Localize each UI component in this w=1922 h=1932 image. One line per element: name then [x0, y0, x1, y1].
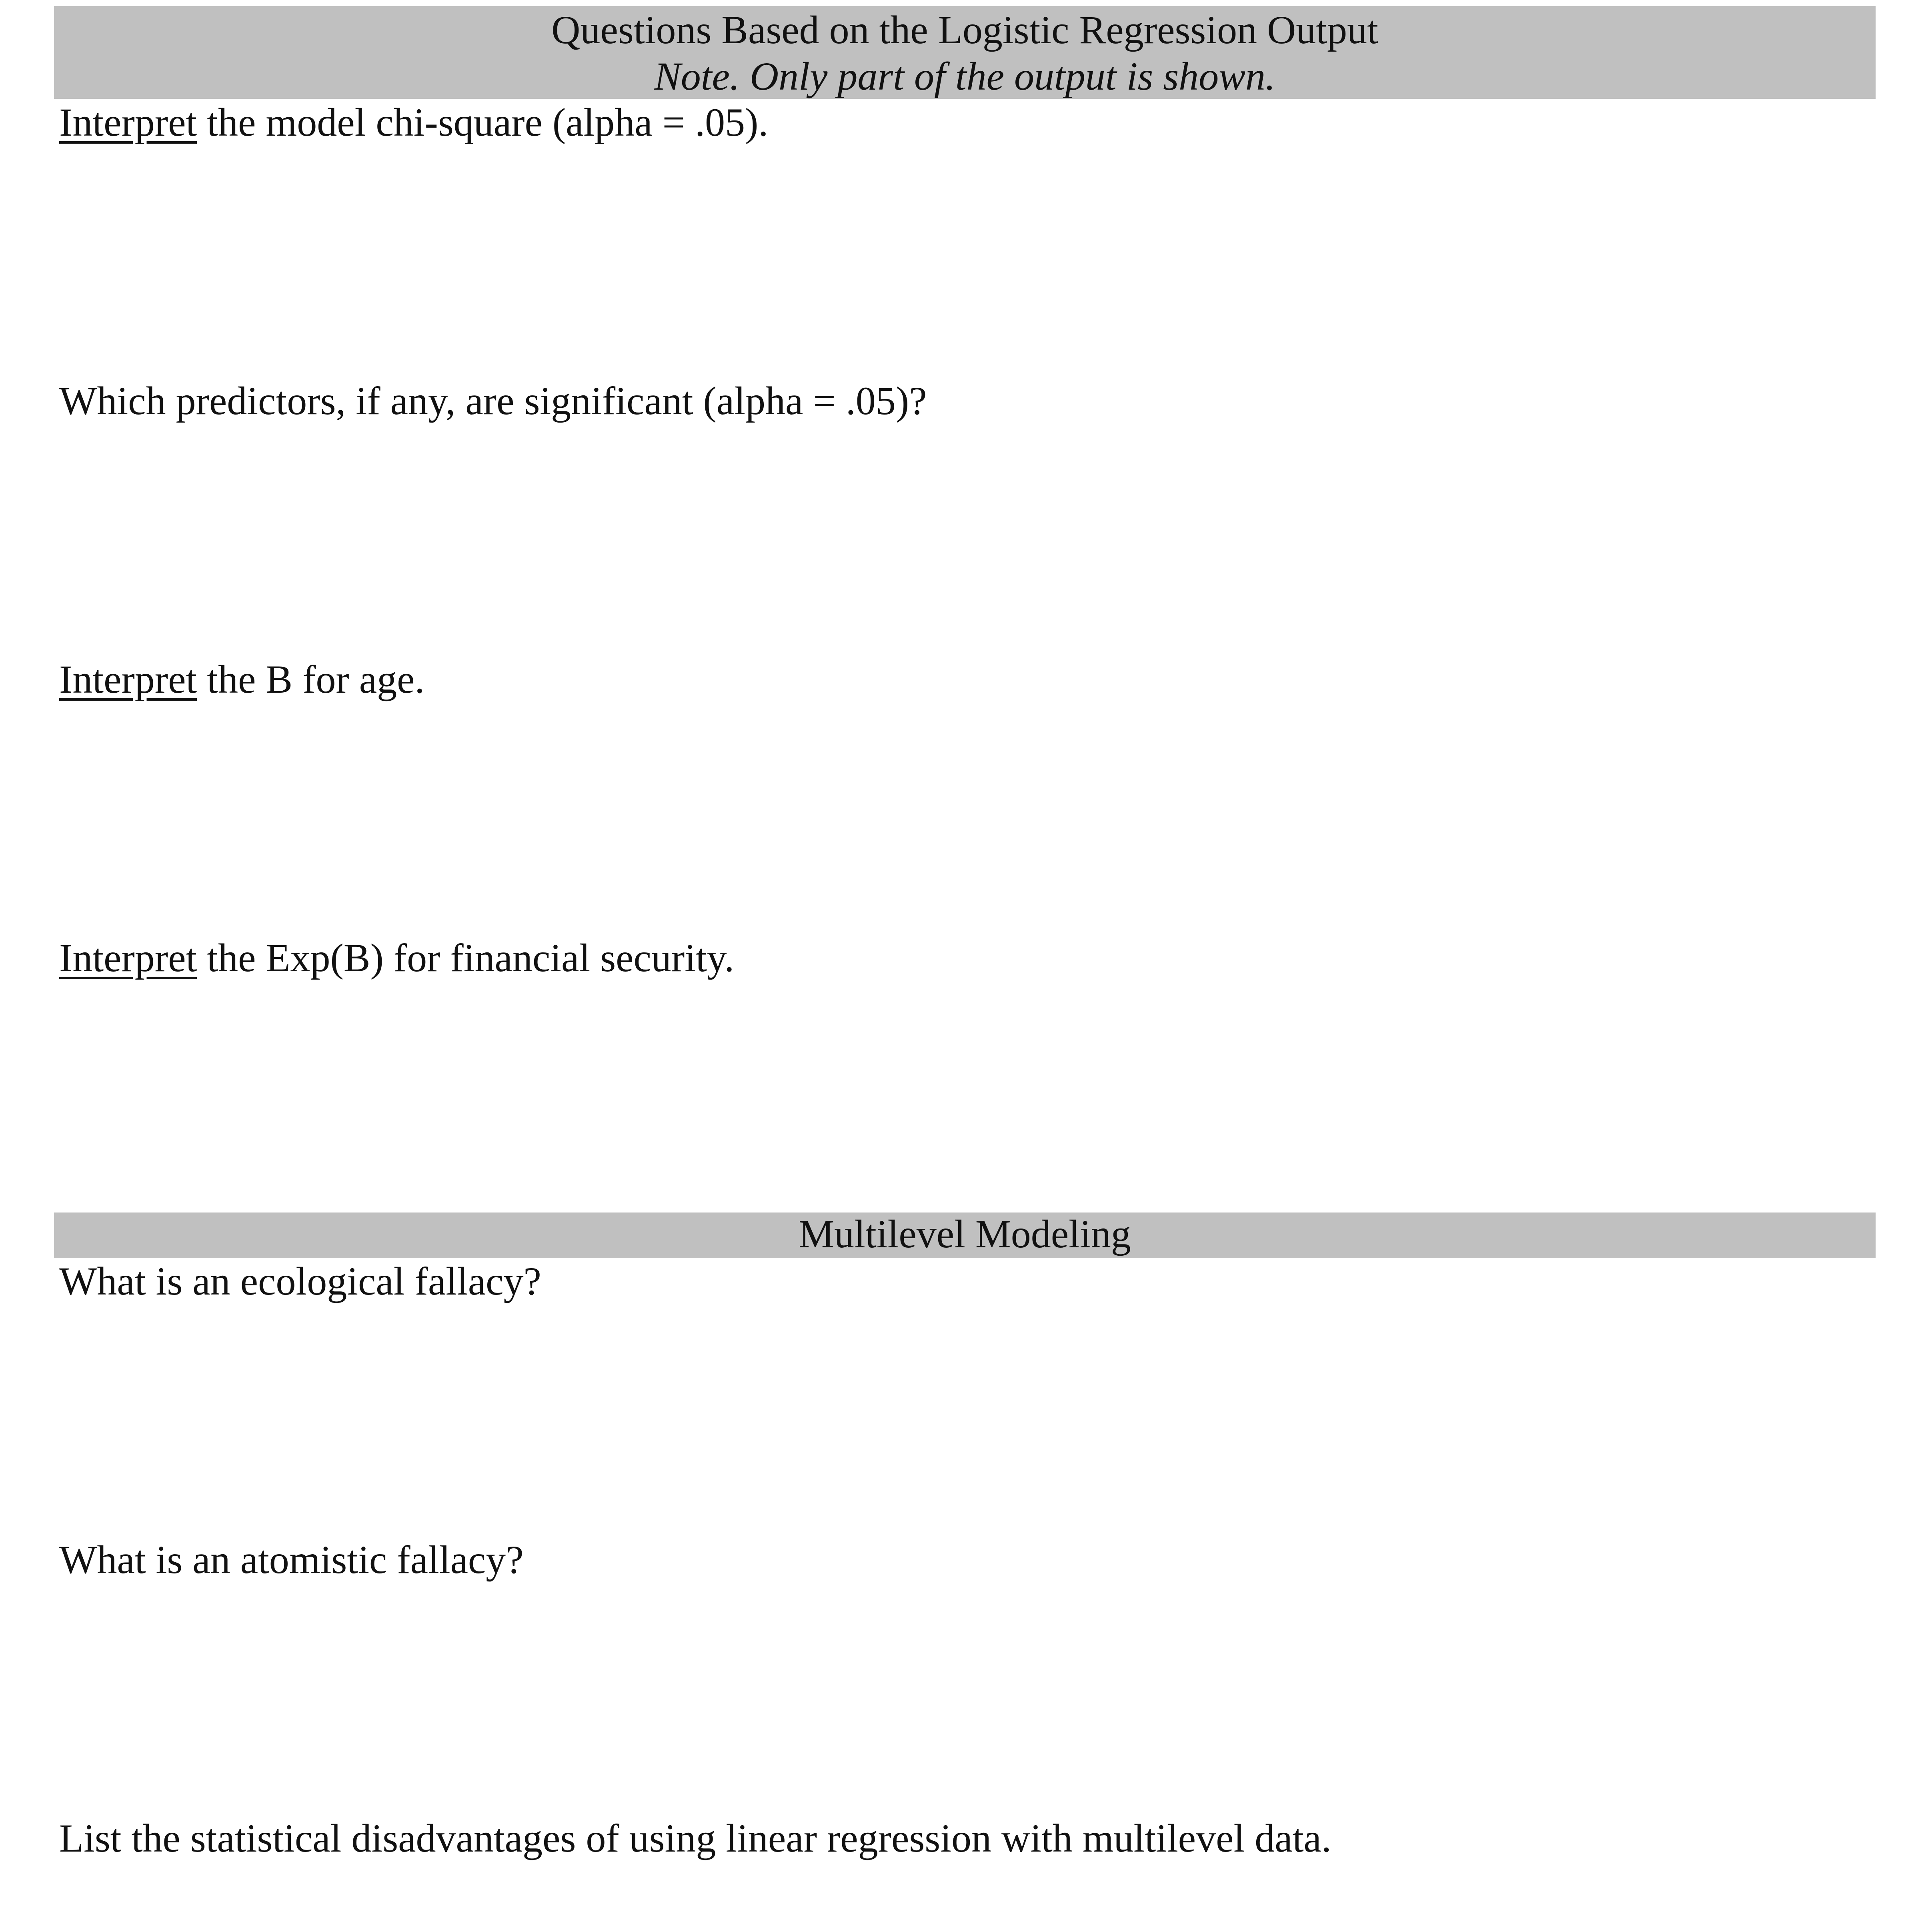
question-verb: Interpret: [59, 936, 197, 980]
question-text: What is an ecological fallacy?: [59, 1259, 541, 1303]
question-b-for-age: [59, 655, 425, 703]
logistic-section-note: Note. Only part of the output is shown.: [654, 54, 1275, 98]
question-text: Which predictors, if any, are significant (alpha = .05)?: [59, 379, 927, 423]
question-verb: Interpret: [59, 657, 197, 701]
question-verb: Interpret: [59, 100, 197, 144]
question-expb-financial-security: [59, 934, 734, 982]
question-text: the B for age.: [197, 657, 425, 701]
question-text: What is an atomistic fallacy?: [59, 1537, 524, 1582]
multilevel-section-title: Multilevel Modeling: [799, 1212, 1131, 1256]
question-text: the model chi-square (alpha = .05).: [197, 100, 769, 144]
logistic-section-title: Questions Based on the Logistic Regression Output: [551, 8, 1378, 52]
question-text: the Exp(B) for financial security.: [197, 936, 735, 980]
question-text: List the statistical disadvantages of using linear regression with multilevel data.: [59, 1816, 1331, 1860]
question-model-chi-square: [59, 98, 768, 146]
question-linear-regression-disadvantages: [59, 1814, 1331, 1862]
multilevel-section-header: [54, 1213, 1876, 1258]
question-ecological-fallacy: [59, 1257, 541, 1305]
question-significant-predictors: [59, 377, 927, 425]
question-atomistic-fallacy: [59, 1536, 524, 1584]
logistic-section-header: [54, 6, 1876, 99]
